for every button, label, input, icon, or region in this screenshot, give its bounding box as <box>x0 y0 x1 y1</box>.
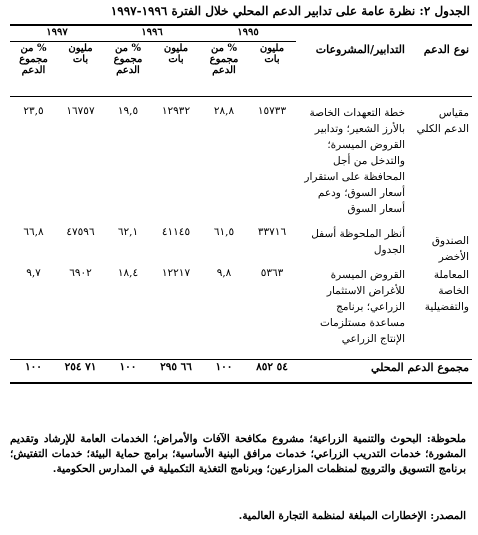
total-pct-1997: ١٠٠ <box>10 360 57 384</box>
support-type: مقياس الدعم الكلي <box>416 107 469 135</box>
table-row <box>10 266 472 360</box>
header-pct-1996: % من مجموع الدعم <box>113 43 143 76</box>
pct-1995: ٩,٨ <box>216 267 232 279</box>
domestic-support-table <box>10 24 472 384</box>
total-label: مجموع الدعم المحلي <box>296 360 472 384</box>
support-type: الصندوق الأخضر <box>431 235 469 263</box>
year-1997: ١٩٩٧ <box>10 25 104 42</box>
pct-1995: ٦١,٥ <box>213 226 235 238</box>
total-pct-1996: ١٠٠ <box>104 360 152 384</box>
support-type: المعاملة الخاصة والتفضيلية <box>424 269 469 313</box>
header-pct-1997: % من مجموع الدعم <box>19 43 48 76</box>
table-source: المصدر: الإخطارات المبلغة لمنظمة التجارة العالمية. <box>238 510 466 522</box>
pct-1997: ٩,٧ <box>26 267 41 279</box>
blank-cell <box>408 25 472 42</box>
year-1995: ١٩٩٥ <box>200 25 296 42</box>
value-1996: ٤١١٤٥ <box>161 226 191 238</box>
pct-1996: ٦٢,١ <box>117 226 139 238</box>
measures-text: أنظر الملحوظة أسفل الجدول <box>311 228 405 256</box>
table-note: ملحوظة: البحوث والتنمية الزراعية؛ مشروع مكافحة الآفات والأمراض؛ الخدمات العامة للإرشاد وتقديم المشورة؛ خدمات التدريب الزراعي؛ خدمات مرافق البنية الأساسية؛ برامج حماية البيئة؛ خدمات التفتيش؛ برنامج التسويق والترويج لمنظمات المزارعين؛ وبرنامج التغذية التكميلية في المدارس الحكومية. <box>10 433 466 475</box>
value-1997: ١٦٧٥٧ <box>66 105 95 117</box>
blank-cell <box>296 25 408 42</box>
header-million-baht-1995: مليون بات <box>259 43 285 65</box>
value-1996: ١٢٩٣٢ <box>161 105 191 117</box>
header-measures: التدابير/المشروعات <box>315 42 405 56</box>
header-pct-1995: % من مجموع الدعم <box>209 43 239 76</box>
table-row <box>10 97 472 226</box>
value-1995: ١٥٧٣٣ <box>257 105 287 117</box>
value-1995: ٣٣٧١٦ <box>257 226 287 238</box>
pct-1996: ١٩,٥ <box>117 105 139 117</box>
year-header-row <box>10 25 472 42</box>
measures-text: خطة التعهدات الخاصة بالأرز الشعير؛ وتدابير القروض الميسرة؛ والتدخل من أجل المحافظة على استقرار أسعار السوق؛ ودعم أسعار السوق <box>304 107 405 215</box>
total-pct-1995: ١٠٠ <box>200 360 248 384</box>
header-million-baht-1996: مليون بات <box>163 43 189 65</box>
table-title: الجدول ٢: نظرة عامة على تدابير الدعم المحلي خلال الفترة ١٩٩٦-١٩٩٧ <box>110 4 470 18</box>
year-1996: ١٩٩٦ <box>104 25 200 42</box>
value-1997: ٦٩٠٢ <box>69 267 92 279</box>
pct-1995: ٢٨,٨ <box>213 105 235 117</box>
table-row <box>10 225 472 266</box>
value-1996: ١٢٢١٧ <box>161 267 191 279</box>
total-row <box>10 360 472 384</box>
column-header-row <box>10 42 472 97</box>
header-support-type: نوع الدعم <box>423 42 469 56</box>
value-1997: ٤٧٥٩٦ <box>66 226 95 238</box>
pct-1997: ٦٦,٨ <box>23 226 44 238</box>
measures-text: القروض الميسرة للأغراض الاستثمار الزراعي؛ برنامج مساعدة مستلزمات الإنتاج الزراعي <box>320 269 405 345</box>
total-value-1997: ٧١ ٢٥٤ <box>57 360 104 384</box>
total-value-1996: ٦٦ ٢٩٥ <box>152 360 200 384</box>
pct-1996: ١٨,٤ <box>117 267 139 279</box>
total-value-1995: ٥٤ ٨٥٢ <box>248 360 296 384</box>
pct-1997: ٢٣,٥ <box>23 105 44 117</box>
header-million-baht-1997: مليون بات <box>68 43 93 65</box>
value-1995: ٥٣٦٣ <box>260 267 284 279</box>
